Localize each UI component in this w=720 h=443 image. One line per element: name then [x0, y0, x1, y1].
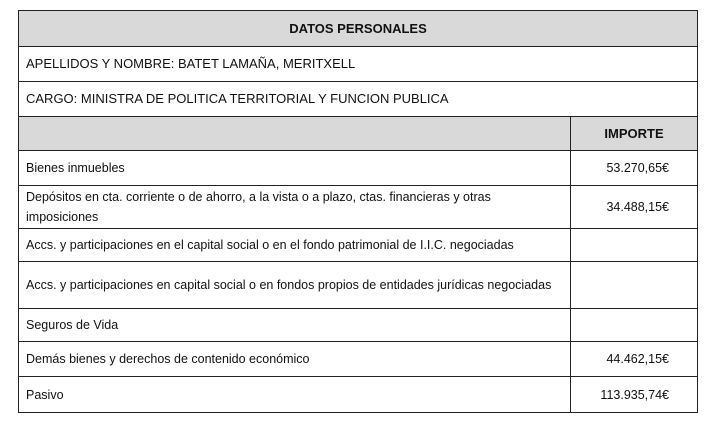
row-amount [571, 262, 698, 309]
title-row [19, 11, 698, 47]
name-row [19, 47, 698, 82]
row-amount: 113.935,74€ [571, 377, 698, 413]
row-concept: Depósitos en cta. corriente o de ahorro, a la vista o a plazo, ctas. financieras y otras imposiciones [19, 186, 571, 229]
table-row [19, 309, 698, 342]
row-concept: Accs. y participaciones en el capital social o en el fondo patrimonial de I.I.C. negociadas [19, 229, 571, 262]
section-title: DATOS PERSONALES [19, 11, 698, 47]
concept-header [19, 117, 571, 151]
table-row [19, 229, 698, 262]
row-concept: Demás bienes y derechos de contenido económico [19, 342, 571, 377]
row-concept: Accs. y participaciones en capital social o en fondos propios de entidades jurídicas negociadas [19, 262, 571, 309]
assets-table [18, 10, 698, 413]
table-row [19, 342, 698, 377]
row-concept: Pasivo [19, 377, 571, 413]
column-header-row [19, 117, 698, 151]
row-amount: 44.462,15€ [571, 342, 698, 377]
row-concept: Seguros de Vida [19, 309, 571, 342]
row-amount [571, 229, 698, 262]
position: CARGO: MINISTRA DE POLITICA TERRITORIAL Y FUNCION PUBLICA [19, 82, 698, 117]
declaration-document [18, 10, 697, 413]
row-concept: Bienes inmuebles [19, 151, 571, 186]
full-name: APELLIDOS Y NOMBRE: BATET LAMAÑA, MERITXELL [19, 47, 698, 82]
table-row [19, 377, 698, 413]
row-amount: 34.488,15€ [571, 186, 698, 229]
table-row [19, 151, 698, 186]
position-row [19, 82, 698, 117]
table-row [19, 186, 698, 229]
row-amount: 53.270,65€ [571, 151, 698, 186]
amount-header: IMPORTE [571, 117, 698, 151]
row-amount [571, 309, 698, 342]
table-row [19, 262, 698, 309]
